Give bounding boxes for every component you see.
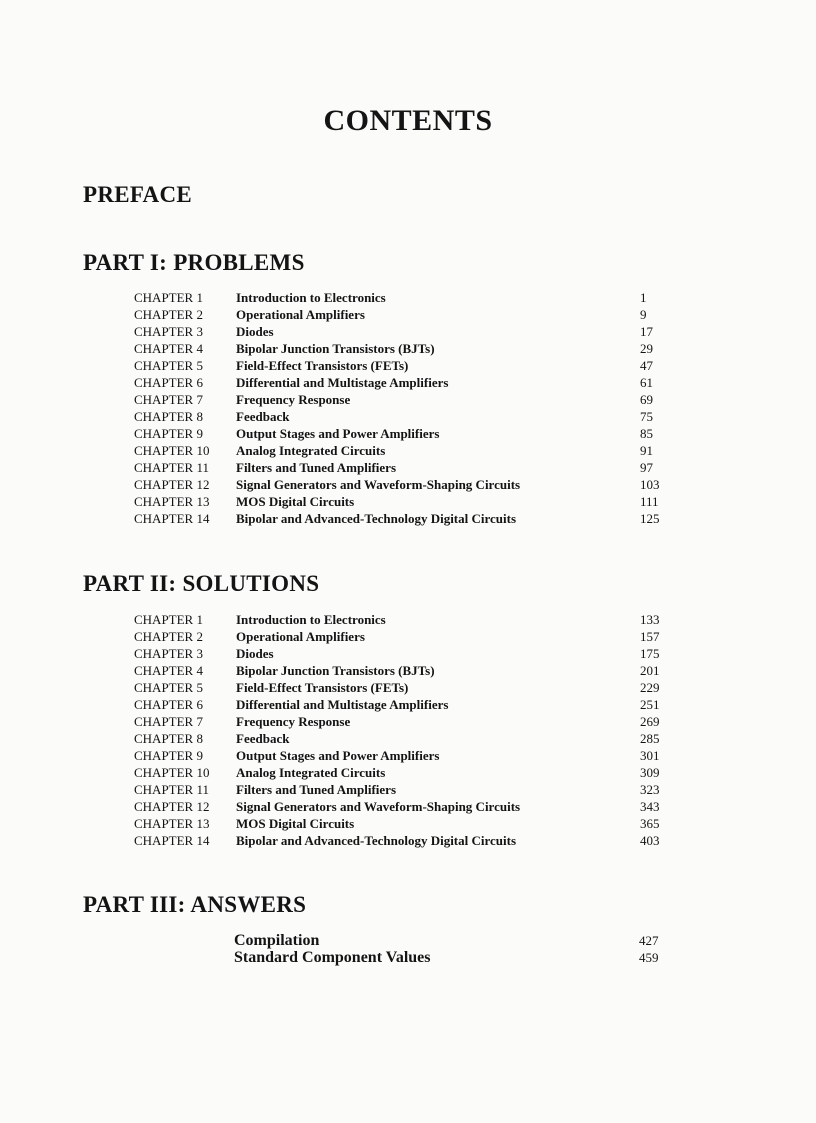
chapter-number: CHAPTER 3	[134, 646, 203, 661]
page-number: 75	[640, 409, 653, 424]
chapter-number: CHAPTER 12	[134, 799, 210, 814]
chapter-title: Field-Effect Transistors (FETs)	[236, 680, 409, 695]
page-number: 201	[640, 663, 660, 678]
chapter-number: CHAPTER 12	[134, 477, 210, 492]
chapter-number: CHAPTER 3	[134, 324, 203, 339]
chapter-title: Bipolar and Advanced-Technology Digital Circuits	[236, 511, 517, 526]
toc-row	[0, 662, 816, 679]
page-number: 301	[640, 748, 660, 763]
toc-row	[0, 510, 816, 527]
toc-row	[0, 747, 816, 764]
chapter-title: Output Stages and Power Amplifiers	[236, 426, 440, 441]
page-number: 229	[640, 680, 660, 695]
chapter-title: Diodes	[236, 324, 274, 339]
toc-row	[0, 306, 816, 323]
page-number: 403	[640, 833, 660, 848]
toc-row	[0, 391, 816, 408]
preface-heading: PREFACE	[83, 182, 193, 207]
page-number: 91	[640, 443, 653, 458]
chapter-title: Output Stages and Power Amplifiers	[236, 748, 440, 763]
page-number: 103	[640, 477, 660, 492]
chapter-number: CHAPTER 2	[134, 629, 203, 644]
toc-row	[0, 493, 816, 510]
chapter-number: CHAPTER 5	[134, 680, 203, 695]
chapter-title: Introduction to Electronics	[236, 290, 386, 305]
toc-row	[0, 932, 816, 949]
chapter-number: CHAPTER 1	[134, 290, 203, 305]
page-number: 85	[640, 426, 653, 441]
chapter-number: CHAPTER 9	[134, 426, 203, 441]
toc-row	[0, 645, 816, 662]
part1-toc	[0, 289, 816, 527]
chapter-title: Diodes	[236, 646, 274, 661]
chapter-number: CHAPTER 2	[134, 307, 203, 322]
chapter-title: Differential and Multistage Amplifiers	[236, 375, 449, 390]
toc-row	[0, 408, 816, 425]
part1-heading: PART I: PROBLEMS	[83, 250, 305, 275]
toc-row	[0, 374, 816, 391]
page-number: 157	[640, 629, 660, 644]
chapter-title: Operational Amplifiers	[236, 629, 365, 644]
chapter-title: Frequency Response	[236, 392, 351, 407]
page-number: 133	[640, 612, 660, 627]
chapter-number: CHAPTER 11	[134, 460, 209, 475]
page-number: 343	[640, 799, 660, 814]
chapter-title: Bipolar Junction Transistors (BJTs)	[236, 663, 435, 678]
chapter-number: CHAPTER 6	[134, 375, 203, 390]
page-number: 323	[640, 782, 660, 797]
chapter-number: CHAPTER 8	[134, 409, 203, 424]
chapter-title: MOS Digital Circuits	[236, 494, 355, 509]
chapter-number: CHAPTER 5	[134, 358, 203, 373]
chapter-title: Signal Generators and Waveform-Shaping Circuits	[236, 477, 521, 492]
chapter-number: CHAPTER 7	[134, 392, 203, 407]
toc-row	[0, 781, 816, 798]
chapter-number: CHAPTER 6	[134, 697, 203, 712]
toc-row	[0, 340, 816, 357]
toc-row	[0, 696, 816, 713]
page-number: 61	[640, 375, 653, 390]
chapter-title: Feedback	[236, 731, 290, 746]
chapter-number: CHAPTER 4	[134, 341, 203, 356]
toc-row	[0, 815, 816, 832]
toc-row	[0, 442, 816, 459]
chapter-title: Bipolar and Advanced-Technology Digital Circuits	[236, 833, 517, 848]
chapter-number: CHAPTER 10	[134, 765, 210, 780]
toc-row	[0, 679, 816, 696]
chapter-number: CHAPTER 10	[134, 443, 210, 458]
page-number: 69	[640, 392, 653, 407]
chapter-title: Signal Generators and Waveform-Shaping Circuits	[236, 799, 521, 814]
toc-row	[0, 764, 816, 781]
entry-title: Standard Component Values	[234, 949, 431, 966]
page-number: 427	[639, 933, 659, 948]
toc-row	[0, 459, 816, 476]
toc-row	[0, 476, 816, 493]
part3-toc	[0, 932, 816, 966]
page-number: 309	[640, 765, 660, 780]
chapter-number: CHAPTER 11	[134, 782, 209, 797]
chapter-title: MOS Digital Circuits	[236, 816, 355, 831]
page-number: 9	[640, 307, 647, 322]
page-number: 285	[640, 731, 660, 746]
chapter-title: Analog Integrated Circuits	[236, 765, 386, 780]
toc-row	[0, 425, 816, 442]
chapter-number: CHAPTER 14	[134, 511, 210, 526]
page-number: 111	[640, 494, 659, 509]
chapter-number: CHAPTER 7	[134, 714, 203, 729]
chapter-title: Operational Amplifiers	[236, 307, 365, 322]
page-number: 459	[639, 950, 659, 965]
page-number: 47	[640, 358, 653, 373]
page-number: 17	[640, 324, 653, 339]
chapter-title: Introduction to Electronics	[236, 612, 386, 627]
toc-row	[0, 611, 816, 628]
chapter-number: CHAPTER 4	[134, 663, 203, 678]
chapter-title: Field-Effect Transistors (FETs)	[236, 358, 409, 373]
part2-heading: PART II: SOLUTIONS	[83, 571, 320, 596]
page-number: 1	[640, 290, 647, 305]
chapter-number: CHAPTER 13	[134, 816, 210, 831]
toc-row	[0, 289, 816, 306]
part3-heading: PART III: ANSWERS	[83, 892, 307, 917]
chapter-title: Filters and Tuned Amplifiers	[236, 460, 396, 475]
toc-row	[0, 323, 816, 340]
toc-row	[0, 949, 816, 966]
chapter-title: Bipolar Junction Transistors (BJTs)	[236, 341, 435, 356]
chapter-number: CHAPTER 8	[134, 731, 203, 746]
chapter-number: CHAPTER 14	[134, 833, 210, 848]
page-title: CONTENTS	[323, 104, 493, 137]
entry-title: Compilation	[234, 932, 320, 949]
toc-row	[0, 730, 816, 747]
chapter-title: Analog Integrated Circuits	[236, 443, 386, 458]
chapter-number: CHAPTER 9	[134, 748, 203, 763]
page-number: 29	[640, 341, 653, 356]
chapter-title: Frequency Response	[236, 714, 351, 729]
toc-row	[0, 798, 816, 815]
chapter-title: Differential and Multistage Amplifiers	[236, 697, 449, 712]
toc-row	[0, 713, 816, 730]
toc-row	[0, 628, 816, 645]
chapter-number: CHAPTER 1	[134, 612, 203, 627]
page-number: 125	[640, 511, 660, 526]
chapter-number: CHAPTER 13	[134, 494, 210, 509]
toc-row	[0, 832, 816, 849]
part2-toc	[0, 611, 816, 849]
chapter-title: Filters and Tuned Amplifiers	[236, 782, 396, 797]
page-number: 269	[640, 714, 660, 729]
page-number: 97	[640, 460, 653, 475]
page-number: 365	[640, 816, 660, 831]
page-number: 251	[640, 697, 660, 712]
toc-row	[0, 357, 816, 374]
page-number: 175	[640, 646, 660, 661]
chapter-title: Feedback	[236, 409, 290, 424]
